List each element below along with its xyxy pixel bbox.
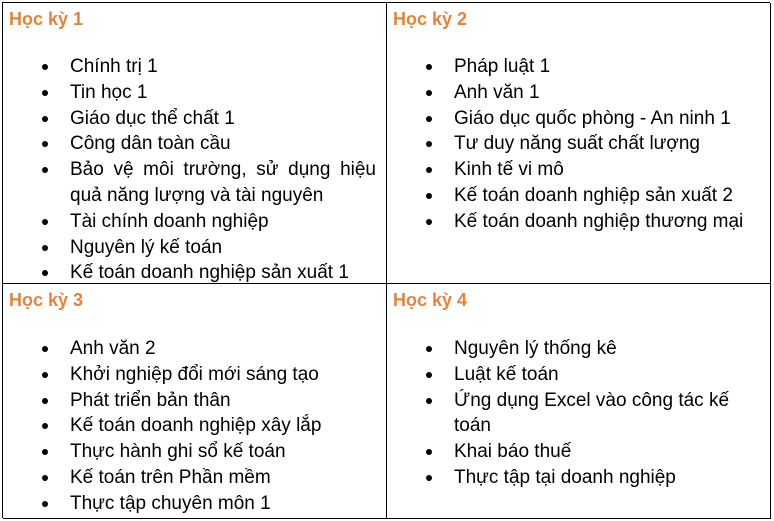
course-label: Nguyên lý thống kê <box>454 338 617 359</box>
term-title: Học kỳ 2 <box>393 9 468 29</box>
course-item <box>9 80 380 106</box>
term-cell-3 <box>3 284 387 519</box>
bullet-icon <box>426 193 432 199</box>
term-title: Học kỳ 3 <box>9 290 84 310</box>
bullet-icon <box>42 475 48 481</box>
course-label: Công dân toàn cầu <box>70 133 231 155</box>
course-label: Tin học 1 <box>70 81 148 103</box>
course-label: Kế toán trên Phần mềm <box>70 466 271 488</box>
course-item <box>9 209 380 235</box>
bullet-icon <box>42 219 48 225</box>
course-list <box>393 336 764 491</box>
term-cell-2 <box>387 3 771 284</box>
bullet-icon <box>426 475 432 481</box>
course-item <box>9 491 380 517</box>
course-label: Anh văn 1 <box>454 81 540 103</box>
term-title: Học kỳ 1 <box>9 9 84 29</box>
course-item <box>393 209 764 235</box>
course-item <box>9 106 380 132</box>
course-item <box>393 439 764 465</box>
course-item <box>9 336 380 362</box>
curriculum-table <box>2 2 770 518</box>
course-label: Giáo dục quốc phòng - An ninh 1 <box>454 107 731 129</box>
course-item <box>9 131 380 157</box>
course-label: Khởi nghiệp đổi mới sáng tạo <box>70 363 319 385</box>
course-label: Giáo dục thể chất 1 <box>70 107 235 129</box>
bullet-icon <box>426 116 432 122</box>
course-item <box>393 336 764 362</box>
bullet-icon <box>42 141 48 147</box>
course-label: Luật kế toán <box>454 363 559 385</box>
bullet-icon <box>42 245 48 251</box>
course-label: Bảo vệ môi trường, sử dụng hiệu quả năng lượng và tài nguyên <box>70 159 376 206</box>
bullet-icon <box>42 116 48 122</box>
bullet-icon <box>426 141 432 147</box>
bullet-icon <box>42 423 48 429</box>
bullet-icon <box>426 219 432 225</box>
course-label: Khai báo thuế <box>454 441 572 463</box>
course-item <box>9 439 380 465</box>
course-item <box>393 106 764 132</box>
course-label: Thực hành ghi sổ kế toán <box>70 441 286 463</box>
course-label: Nguyên lý kế toán <box>70 236 223 258</box>
course-item <box>393 362 764 388</box>
course-label: Kế toán doanh nghiệp thương mại <box>454 210 744 232</box>
course-label: Kế toán doanh nghiệp sản xuất 1 <box>70 262 349 284</box>
term-cell-1 <box>3 3 387 284</box>
bullet-icon <box>42 270 48 276</box>
course-item <box>393 183 764 209</box>
course-item <box>393 131 764 157</box>
course-label: Ứng dụng Excel vào công tác kế toán <box>454 389 730 437</box>
course-label: Tư duy năng suất chất lượng <box>454 133 700 155</box>
course-item <box>9 54 380 80</box>
course-label: Thực tập chuyên môn 1 <box>70 492 271 514</box>
course-item <box>9 388 380 414</box>
course-item <box>393 54 764 80</box>
bullet-icon <box>426 372 432 378</box>
bullet-icon <box>426 398 432 404</box>
course-item <box>9 362 380 388</box>
course-label: Tài chính doanh nghiệp <box>70 210 269 232</box>
course-item <box>393 80 764 106</box>
bullet-icon <box>42 167 48 173</box>
course-item <box>9 413 380 439</box>
course-item <box>9 465 380 491</box>
course-label: Kế toán doanh nghiệp sản xuất 2 <box>454 184 733 206</box>
course-label: Anh văn 2 <box>70 338 156 359</box>
bullet-icon <box>42 501 48 507</box>
course-list <box>9 54 380 286</box>
course-label: Chính trị 1 <box>70 56 158 77</box>
bullet-icon <box>426 167 432 173</box>
bullet-icon <box>42 90 48 96</box>
course-item <box>9 260 380 286</box>
course-item <box>9 157 380 209</box>
bullet-icon <box>426 346 432 352</box>
course-item <box>9 235 380 261</box>
bullet-icon <box>426 90 432 96</box>
course-list <box>9 336 380 517</box>
bullet-icon <box>42 346 48 352</box>
course-label: Kinh tế vi mô <box>454 159 564 181</box>
course-label: Thực tập tại doanh nghiệp <box>454 466 676 488</box>
term-title: Học kỳ 4 <box>393 290 468 310</box>
course-item <box>393 157 764 183</box>
bullet-icon <box>426 449 432 455</box>
course-item <box>393 465 764 491</box>
bullet-icon <box>42 372 48 378</box>
course-list <box>393 54 764 235</box>
bullet-icon <box>42 449 48 455</box>
course-label: Phát triển bản thân <box>70 389 231 411</box>
bullet-icon <box>42 64 48 70</box>
course-item <box>393 388 764 440</box>
course-label: Pháp luật 1 <box>454 56 551 77</box>
term-cell-4 <box>387 284 771 519</box>
course-label: Kế toán doanh nghiệp xây lắp <box>70 415 322 437</box>
bullet-icon <box>42 398 48 404</box>
bullet-icon <box>426 64 432 70</box>
